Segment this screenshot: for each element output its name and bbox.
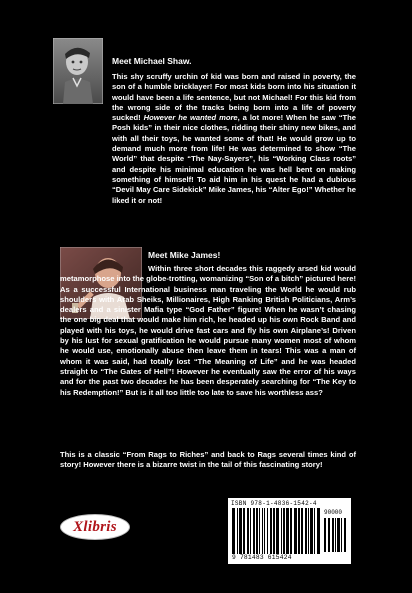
- barcode-bar: [305, 508, 307, 554]
- barcode-bar: [256, 508, 258, 554]
- barcode-bar: [286, 508, 289, 554]
- barcode-bar: [239, 508, 242, 554]
- section2-paragraph: Within three short decades this raggedy arsed kid would metamorphose into the globe-trotting, womanizing “Son of a bitch” pictured here! As a successful International business man traveling the World he would rub shoulders with Arab Sheiks, Millionaires, High Ranking British Politicians, Arm’s dealers and a sinister Mafia type “God Father” figure! When he wasn’t chasing the one big deal that would make him rich, he headed up his own Rock Band and played with his toys, he would drive fast cars and fly his own Airplane’s! Driven by his lust for sexual gratification he would pursue many women most of whom he would use, emotionally abuse then leave them in tears! This was a man of whom it was said, had totally lost “The Meaning of Life” and he was headed straight to “The Gates of Hell”! However he eventually saw the error of his ways and for the past two decades he has been desperately searching for “The Key to his Redemption!” But is it all too little too late to save his worthless ass?: [60, 264, 356, 397]
- barcode-addon-digits: 90000: [324, 509, 343, 516]
- publisher-name: Xlibris: [73, 518, 117, 535]
- section1-text-b: , a lot more! When he saw “The Posh kids” in their nice clothes, ridding their shiny new bikes, and with all their toys, he wanted some of that! He would grow up to demand much more from life! He was determined to show “The World” that despite “The Nay-Sayers”, his “Working Class roots” and despite his minimal education he was hell bent on making something of himself! To aid him in his quest he had a dubious “Devil May Care Sidekick” Mike James, his “Alter Ego!” Whether he liked it or not!: [112, 113, 356, 205]
- barcode-bar: [344, 518, 346, 552]
- barcode-bar: [267, 508, 268, 554]
- barcode-bar: [232, 508, 235, 554]
- barcode-bar: [250, 508, 251, 554]
- section1-text-italic: However he wanted more: [143, 113, 238, 123]
- barcode-bar: [298, 508, 300, 554]
- barcode-bar: [328, 518, 330, 552]
- section2-heading: Meet Mike James!: [148, 250, 221, 260]
- barcode-bar: [247, 508, 249, 554]
- barcode-bar: [301, 508, 303, 554]
- michael-shaw-photo: [53, 38, 103, 104]
- barcode-bar: [308, 508, 309, 554]
- barcode-bar: [332, 518, 334, 552]
- closing-paragraph: This is a classic “From Rags to Riches” and back to Rags several times kind of story! However there is a bizarre twist in the tail of this fascinating story!: [60, 450, 356, 470]
- isbn-label: ISBN 978-1-4836-1542-4: [231, 500, 317, 507]
- barcode-bar: [324, 518, 326, 552]
- barcode-bar: [253, 508, 255, 554]
- barcode-bar: [273, 508, 275, 554]
- barcode-digits: 9 781483 615424: [232, 554, 292, 561]
- section1-heading: Meet Michael Shaw.: [112, 56, 192, 66]
- barcode-bar: [262, 508, 263, 554]
- barcode-bar: [310, 508, 313, 554]
- barcode-addon-bars: [324, 518, 346, 552]
- barcode-bar: [264, 508, 265, 554]
- barcode-bar: [243, 508, 245, 554]
- barcode-bar: [341, 518, 342, 552]
- isbn-barcode: [228, 498, 351, 564]
- section1-text-a: This shy scruffy urchin of kid was born and raised in poverty, the son of a humble bricklayer! For most kids born into his situation it would have been a life sentence, but not Michael! For this kid from the wrong side of the tracks being born into a life of poverty sucked!: [112, 72, 356, 123]
- barcode-bar: [337, 518, 340, 552]
- barcode-bar: [281, 508, 282, 554]
- barcode-bar: [283, 508, 285, 554]
- barcode-bar: [270, 508, 272, 554]
- section1-paragraph: [112, 72, 356, 206]
- barcode-bar: [294, 508, 297, 554]
- barcode-bar: [317, 508, 320, 554]
- barcode-bar: [276, 508, 279, 554]
- barcode-bars: [232, 508, 322, 554]
- barcode-bar: [259, 508, 260, 554]
- barcode-bar: [335, 518, 336, 552]
- barcode-bar: [314, 508, 315, 554]
- barcode-bar: [237, 508, 238, 554]
- xlibris-logo: [60, 514, 130, 540]
- barcode-bar: [290, 508, 292, 554]
